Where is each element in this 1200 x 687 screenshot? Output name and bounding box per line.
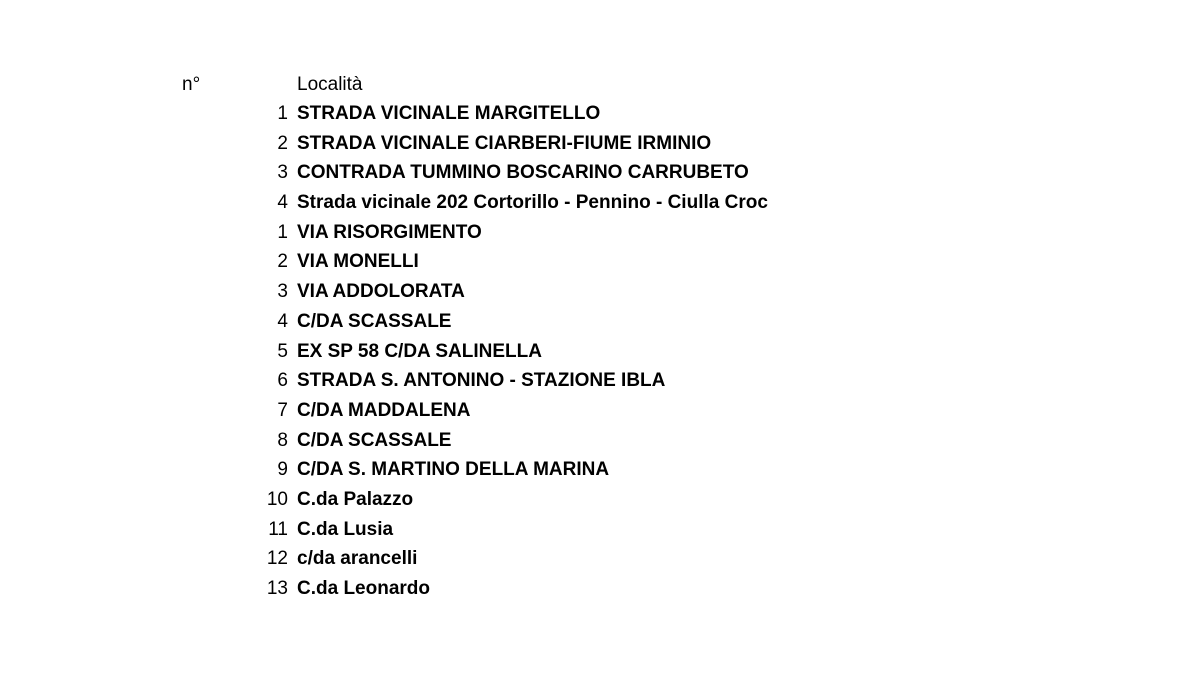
table-row	[0, 576, 1200, 606]
row-location: C.da Leonardo	[297, 578, 431, 599]
row-location: EX SP 58 C/DA SALINELLA	[297, 340, 542, 362]
row-number: 3	[277, 281, 288, 303]
location-list	[0, 101, 1200, 606]
row-location: C/DA SCASSALE	[297, 310, 452, 332]
row-number: 1	[277, 221, 288, 243]
table-row	[0, 546, 1200, 576]
table-row	[0, 428, 1200, 458]
row-number: 5	[277, 340, 288, 362]
row-location: STRADA VICINALE CIARBERI-FIUME IRMINIO	[297, 132, 712, 154]
row-location: C.da Lusia	[297, 518, 394, 540]
table-row	[0, 190, 1200, 220]
table-row	[0, 101, 1200, 131]
table-row	[0, 309, 1200, 339]
table-row	[0, 160, 1200, 190]
row-location: C/DA S. MARTINO DELLA MARINA	[297, 459, 610, 481]
row-number: 7	[277, 399, 288, 421]
row-number: 4	[277, 310, 288, 332]
table-row	[0, 487, 1200, 517]
row-location: CONTRADA TUMMINO BOSCARINO CARRUBETO	[297, 162, 749, 184]
row-location: STRADA S. ANTONINO - STAZIONE IBLA	[297, 370, 666, 392]
row-number: 2	[277, 132, 288, 154]
row-number: 6	[277, 370, 288, 392]
header-number: n°	[182, 74, 201, 95]
row-number: 8	[277, 429, 288, 451]
row-location: C.da Palazzo	[297, 488, 414, 510]
row-number: 1	[277, 103, 288, 124]
table-row	[0, 131, 1200, 161]
row-number: 13	[266, 578, 288, 599]
table-row	[0, 368, 1200, 398]
table-row	[0, 220, 1200, 250]
row-number: 4	[277, 192, 288, 214]
table-row	[0, 398, 1200, 428]
table-row	[0, 339, 1200, 369]
row-location: C/DA SCASSALE	[297, 429, 452, 451]
table-row	[0, 249, 1200, 279]
row-number: 9	[277, 459, 288, 481]
row-location: STRADA VICINALE MARGITELLO	[297, 103, 601, 124]
row-number: 2	[277, 251, 288, 273]
row-location: C/DA MADDALENA	[297, 399, 471, 421]
row-number: 10	[266, 488, 288, 510]
table-row	[0, 457, 1200, 487]
row-location: c/da arancelli	[297, 548, 418, 570]
row-location: VIA RISORGIMENTO	[297, 221, 482, 243]
row-number: 3	[277, 162, 288, 184]
row-location: VIA ADDOLORATA	[297, 281, 465, 303]
row-number: 11	[268, 518, 288, 540]
table-row	[0, 279, 1200, 309]
header-location: Località	[297, 74, 363, 95]
row-location: Strada vicinale 202 Cortorillo - Pennino - Ciulla Croc	[297, 192, 768, 214]
row-location: VIA MONELLI	[297, 251, 419, 273]
table-row	[0, 517, 1200, 547]
row-number: 12	[266, 548, 288, 570]
